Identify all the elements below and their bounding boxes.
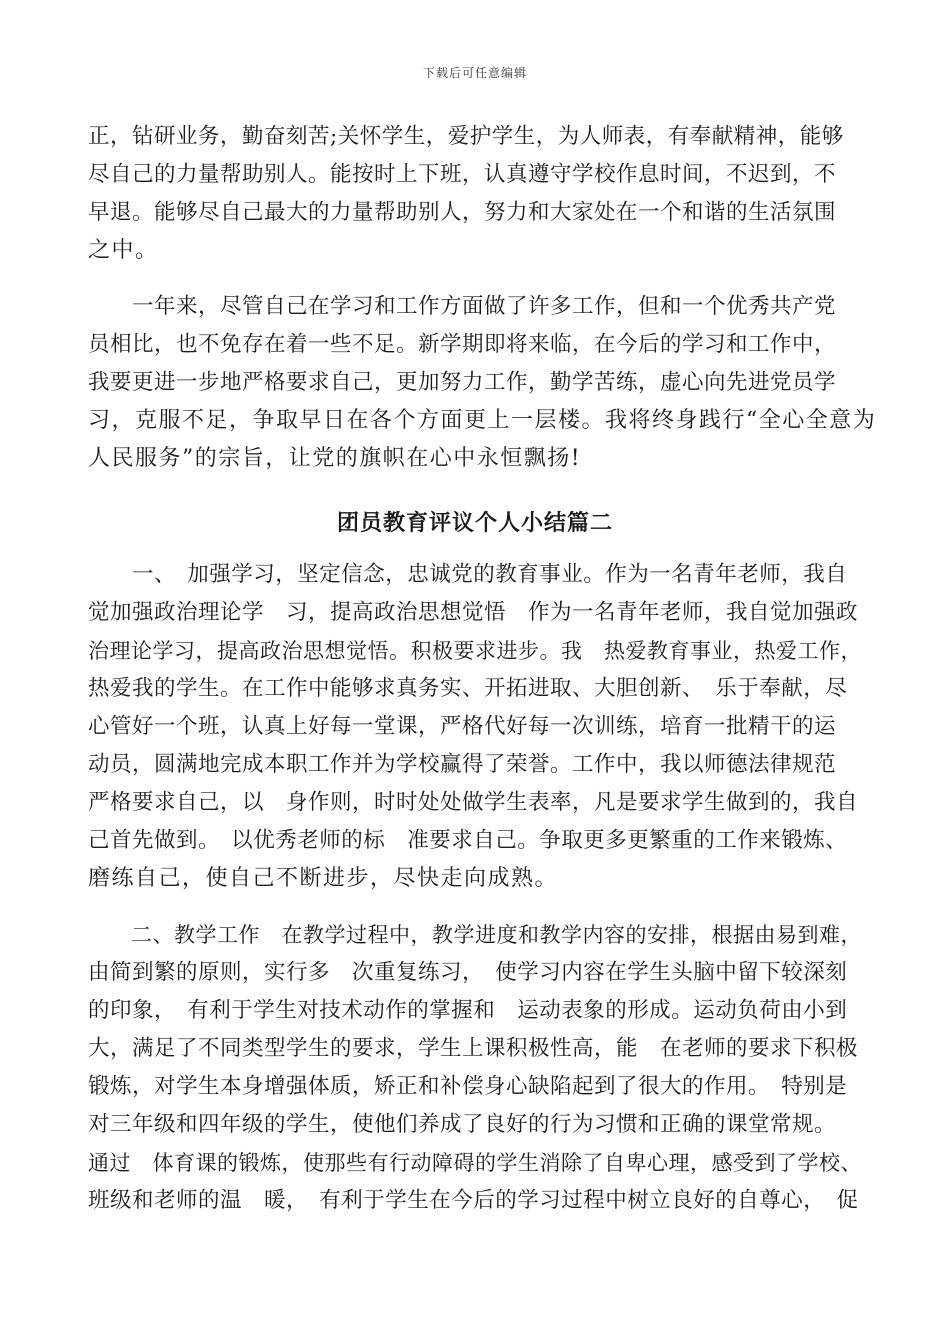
- text-line: 热爱我的学生。在工作中能够求真务实、开拓进取、大胆创新、 乐于奉献，尽: [88, 676, 848, 701]
- text-line: 觉加强政治理论学 习，提高政治思想觉悟 作为一名青年老师，我自觉加强政: [88, 600, 859, 625]
- text-line: 己首先做到。 以优秀老师的标 准要求自己。争取更多更繁重的工作来锻炼、: [88, 828, 848, 853]
- text-line: 一、 加强学习，坚定信念，忠诚党的教育事业。作为一名青年老师，我自: [88, 562, 848, 587]
- text-line: 一年来，尽管自己在学习和工作方面做了许多工作，但和一个优秀共产党: [88, 294, 837, 319]
- text-line: 严格要求自己，以 身作则，时时处处做学生表率，凡是要求学生做到的，我自: [88, 790, 859, 815]
- text-line: 班级和老师的温 暖， 有利于学生在今后的学习过程中树立良好的自尊心， 促: [88, 1188, 859, 1213]
- text-line: 的印象， 有利于学生对技术动作的掌握和 运动表象的形成。运动负荷由小到: [88, 998, 848, 1023]
- text-line: 员相比，也不免存在着一些不足。新学期即将来临，在今后的学习和工作中，: [88, 332, 837, 357]
- text-line: 之中。: [88, 238, 159, 263]
- text-line: 对三年级和四年级的学生，使他们养成了良好的行为习惯和正确的课堂常规。: [88, 1112, 837, 1137]
- text-line: 早退。能够尽自己最大的力量帮助别人，努力和大家处在一个和谐的生活氛围: [88, 200, 837, 225]
- text-line: 心管好一个班，认真上好每一堂课，严格代好每一次训练，培育一批精干的运: [88, 714, 837, 739]
- text-line: 正，钻研业务，勤奋刻苦;关怀学生，爱护学生，为人师表，有奉献精神，能够: [88, 124, 844, 149]
- text-line: 锻炼，对学生本身增强体质，矫正和补偿身心缺陷起到了很大的作用。 特别是: [88, 1074, 848, 1099]
- text-line: 由简到繁的原则，实行多 次重复练习， 使学习内容在学生头脑中留下较深刻: [88, 960, 848, 985]
- page-header-note: 下载后可任意编辑: [422, 66, 527, 80]
- text-line: 尽自己的力量帮助别人。能按时上下班，认真遵守学校作息时间，不迟到，不: [88, 162, 837, 187]
- text-line: 动员，圆满地完成本职工作并为学校赢得了荣誉。工作中，我以师德法律规范: [88, 752, 837, 777]
- text-line: 人民服务”的宗旨，让党的旗帜在心中永恒飘扬!: [88, 446, 582, 471]
- text-line: 通过 体育课的锻炼，使那些有行动障碍的学生消除了自卑心理，感受到了学校、: [88, 1151, 862, 1175]
- section-title: 团员教育评议个人小结篇二: [336, 510, 613, 536]
- text-line: 习，克服不足，争取早日在各个方面更上一层楼。我将终身践行“全心全意为: [88, 408, 877, 433]
- text-line: 治理论学习，提高政治思想觉悟。积极要求进步。我 热爱教育事业，热爱工作，: [88, 639, 862, 663]
- text-line: 二、教学工作 在教学过程中，教学进度和教学内容的安排，根据由易到难，: [88, 923, 862, 947]
- text-line: 磨练自己，使自己不断进步，尽快走向成熟。: [88, 866, 559, 891]
- text-line: 大，满足了不同类型学生的要求，学生上课积极性高，能 在老师的要求下积极: [88, 1036, 859, 1061]
- text-line: 我要更进一步地严格要求自己，更加努力工作，勤学苦练，虚心向先进党员学: [88, 370, 837, 395]
